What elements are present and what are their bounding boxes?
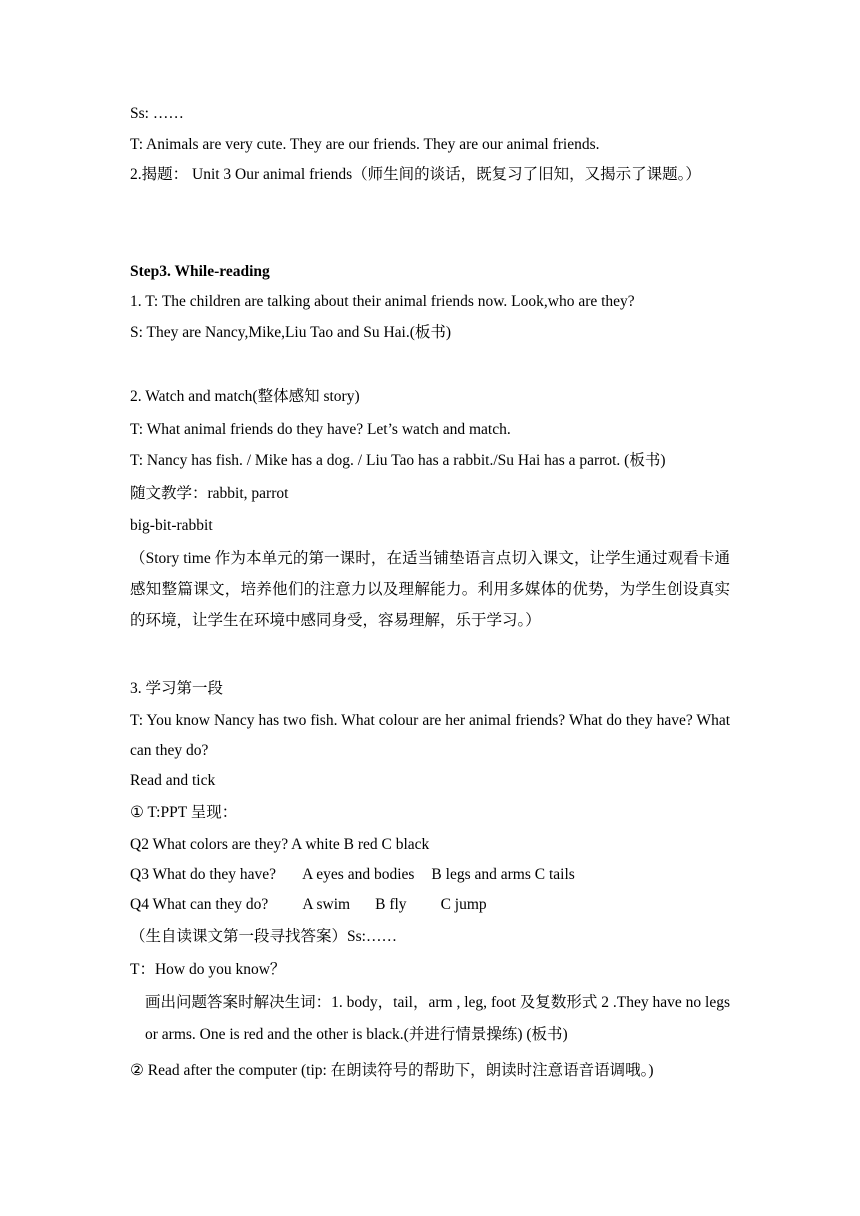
line-reveal-topic: 2.揭题： Unit 3 Our animal friends（师生间的谈话，既复习了旧知，又揭示了课题。） — [130, 166, 701, 183]
line-children-talking: 1. T: The children are talking about their animal friends now. Look,who are they? — [130, 293, 635, 310]
line-q2: Q2 What colors are they? A white B red C black — [130, 836, 430, 853]
line-how-do-you-know: T：How do you know？ — [130, 961, 286, 978]
line-read-after-computer: ② Read after the computer (tip: 在朗读符号的帮助下，朗读时注意语音语调哦。) — [130, 1062, 654, 1079]
document-page — [130, 0, 730, 1216]
line-q3 — [130, 865, 575, 885]
line-ppt-show: ① T:PPT 呈现： — [130, 804, 238, 821]
q3-option-a: A eyes and bodies — [302, 866, 415, 883]
heading-learn-first-paragraph: 3. 学习第一段 — [130, 680, 224, 697]
line-big-bit-rabbit: big-bit-rabbit — [130, 517, 213, 534]
line-self-read: （生自读课文第一段寻找答案）Ss:…… — [130, 928, 397, 945]
line-vocab-teaching: 随文教学：rabbit, parrot — [130, 485, 289, 502]
q4-option-b: B fly — [375, 896, 407, 913]
line-nancy-two-fish: T: You know Nancy has two fish. What colour are her animal friends? What do they have? What can they do? — [130, 712, 730, 759]
line-ss-dots: Ss: …… — [130, 105, 184, 122]
q4-option-a: A swim — [302, 896, 351, 913]
q3-question: Q3 What do they have? — [130, 866, 277, 883]
heading-step3: Step3. While-reading — [130, 263, 270, 280]
line-animals-cute: T: Animals are very cute. They are our friends. They are our animal friends. — [130, 136, 600, 153]
line-what-animal-friends: T: What animal friends do they have? Let’s watch and match. — [130, 421, 511, 438]
line-q4 — [130, 895, 487, 915]
line-watch-match: 2. Watch and match(整体感知 story) — [130, 388, 360, 405]
q4-question: Q4 What can they do? — [130, 896, 269, 913]
paragraph-new-words: 画出问题答案时解决生词：1. body，tail，arm , leg, foot 及复数形式 2 .They have no legs or arms. One is red and the other is black.(并进行情景操练) (板书) — [145, 994, 730, 1043]
line-they-are: S: They are Nancy,Mike,Liu Tao and Su Hai.(板书) — [130, 324, 452, 341]
line-nancy-has-fish: T: Nancy has fish. / Mike has a dog. / Liu Tao has a rabbit./Su Hai has a parrot. (板书) — [130, 452, 666, 469]
q3-option-bc: B legs and arms C tails — [431, 866, 575, 883]
line-read-and-tick: Read and tick — [130, 772, 216, 789]
paragraph-story-time-note: （Story time 作为本单元的第一课时，在适当铺垫语言点切入课文，让学生通过观看卡通感知整篇课文，培养他们的注意力以及理解能力。利用多媒体的优势，为学生创设真实的环境，让学生在环境中感同身受，容易理解，乐于学习。） — [130, 550, 730, 629]
q4-option-c: C jump — [440, 896, 487, 913]
